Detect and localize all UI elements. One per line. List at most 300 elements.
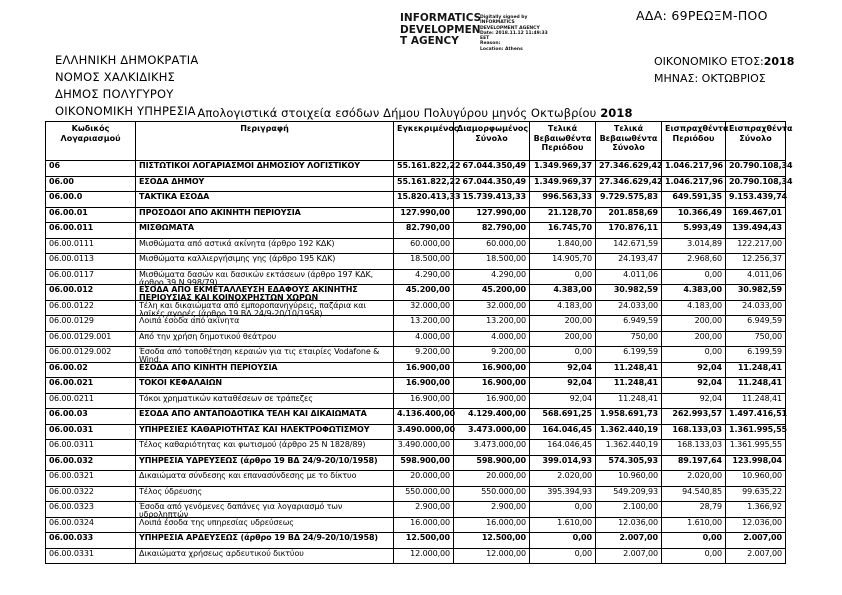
- amount-cell: [726, 316, 786, 332]
- description-cell: [136, 331, 394, 347]
- cell-text: 06.00.012: [49, 285, 94, 294]
- cell-text: 16.900,00: [410, 393, 450, 403]
- amount-cell: [726, 176, 793, 192]
- amount-cell: [530, 176, 596, 192]
- cell-text: 27.346.629,42: [599, 161, 663, 170]
- amount-cell: [454, 269, 530, 285]
- cell-text: ΠΡΟΣΟΔΟΙ ΑΠΟ ΑΚΙΝΗΤΗ ΠΕΡΙΟΥΣΙΑ: [139, 207, 301, 217]
- header-row: [46, 122, 786, 161]
- cell-text: 1.349.969,37: [533, 176, 592, 186]
- fiscal-year-value: 2018: [763, 55, 795, 68]
- cell-text: 3.490.000,00: [397, 440, 450, 449]
- cell-text: 4.129.400,00: [467, 409, 526, 418]
- amount-cell: [596, 440, 662, 456]
- amount-cell: [530, 347, 596, 363]
- cell-text: ΕΣΟΔΑ ΑΠΟ ΚΙΝΗΤΗ ΠΕΡΙΟΥΣΙΑ: [139, 362, 278, 372]
- cell-text: 9.200,00: [491, 347, 526, 356]
- cell-text: ΥΠΗΡΕΣΙΑ ΑΡΔΕΥΣΕΩΣ (άρθρο 19 ΒΔ 24/9-20/10/1958): [139, 533, 378, 542]
- table-row: [46, 161, 786, 177]
- amount-cell: [662, 238, 726, 254]
- amount-cell: [530, 269, 596, 285]
- amount-cell: [662, 331, 726, 347]
- cell-text: 16.900,00: [405, 378, 450, 387]
- cell-text: Μισθώματα καλλιεργήσιμης γης (άρθρο 195 ΚΔΚ): [139, 254, 336, 263]
- account-code-cell: [46, 378, 136, 394]
- amount-cell: [530, 285, 596, 301]
- cell-text: 60.000,00: [486, 238, 526, 248]
- amount-cell: [394, 471, 454, 487]
- amount-cell: [596, 269, 662, 285]
- amount-cell: [596, 347, 662, 363]
- cell-text: 0,00: [572, 533, 592, 542]
- cell-text: 12.500,00: [481, 533, 526, 542]
- cell-text: 14.905,70: [552, 254, 592, 263]
- cell-text: 92,04: [569, 393, 592, 403]
- description-cell: [136, 176, 394, 192]
- cell-text: 168.133,03: [677, 440, 722, 449]
- cell-text: 45.200,00: [481, 285, 526, 294]
- cell-text: 06.00.0122: [49, 300, 94, 310]
- cell-text: 06: [49, 161, 60, 170]
- cell-text: 1.361.995,55: [729, 424, 788, 434]
- stamp-small-line: Reason:: [480, 41, 501, 47]
- cell-text: 122.217,00: [737, 238, 782, 248]
- amount-cell: [662, 378, 726, 394]
- amount-cell: [454, 285, 530, 301]
- org-line-country: ΕΛΛΗΝΙΚΗ ΔΗΜΟΚΡΑΤΙΑ: [55, 53, 199, 67]
- digital-signature-stamp: [400, 13, 480, 48]
- amount-cell: [530, 316, 596, 332]
- cell-text: 4.000,00: [491, 331, 526, 341]
- org-line-prefecture: ΝΟΜΟΣ ΧΑΛΚΙΔΙΚΗΣ: [55, 70, 176, 84]
- account-code-cell: [46, 269, 136, 285]
- cell-text: 06.00.031: [49, 424, 94, 434]
- account-code-cell: [46, 254, 136, 270]
- account-code-cell: [46, 362, 136, 378]
- cell-text: 16.900,00: [405, 362, 450, 372]
- cell-text: 9.200,00: [415, 347, 450, 356]
- table-row: [46, 300, 786, 316]
- amount-cell: [530, 455, 596, 471]
- amount-cell: [726, 285, 786, 301]
- cell-text: 1.046.217,96: [665, 161, 724, 170]
- stamp-small-line: DEVELOPMENT AGENCY: [480, 25, 540, 31]
- cell-text: 11.248,41: [613, 362, 658, 372]
- cell-text: 598.900,00: [400, 455, 450, 465]
- cell-text: Τέλη και δικαιώματα από εμποροπανηγύρεις, παζάρια και λαϊκές αγορές (άρθρο 19 ΒΔ 24/9-20/10/1958): [139, 300, 367, 318]
- cell-text: 82.790,00: [481, 223, 526, 232]
- table-row: [46, 517, 786, 533]
- cell-text: 12.500,00: [405, 533, 450, 542]
- cell-text: 2.007,00: [619, 533, 658, 542]
- table-row: [46, 207, 786, 223]
- cell-text: 45.200,00: [405, 285, 450, 294]
- cell-text: 27.346.629,42: [599, 176, 663, 186]
- description-cell: [136, 440, 394, 456]
- cell-text: 10.960,00: [742, 471, 782, 480]
- cell-text: 201.858,69: [608, 207, 658, 217]
- amount-cell: [662, 548, 726, 564]
- account-code-cell: [46, 223, 136, 239]
- column-header: Τελικά Βεβαιωθέντα Σύνολο: [596, 122, 662, 161]
- fiscal-year-line: [654, 53, 794, 70]
- amount-cell: [662, 486, 726, 502]
- table-row: [46, 285, 786, 301]
- ada-code: ΑΔΑ: 69ΡΕΩΞΜ-ΠΟΟ: [636, 8, 768, 23]
- cell-text: 21.128,70: [547, 207, 592, 217]
- cell-text: 11.248,41: [613, 378, 658, 387]
- account-code-cell: [46, 393, 136, 409]
- amount-cell: [530, 254, 596, 270]
- amount-cell: [454, 192, 530, 208]
- cell-text: 06.00.021: [49, 378, 94, 387]
- account-code-cell: [46, 533, 136, 549]
- amount-cell: [726, 486, 786, 502]
- cell-text: 94.540,85: [682, 486, 722, 496]
- amount-cell: [454, 409, 530, 425]
- cell-text: 11.248,41: [737, 362, 782, 372]
- page-title: [45, 106, 785, 120]
- page-title-text: Απολογιστικά στοιχεία εσόδων Δήμου Πολυγύρου μηνός Οκτωβρίου: [197, 106, 601, 120]
- amount-cell: [662, 192, 726, 208]
- amount-cell: [726, 455, 786, 471]
- amount-cell: [530, 378, 596, 394]
- amount-cell: [394, 269, 454, 285]
- amount-cell: [394, 238, 454, 254]
- description-cell: [136, 393, 394, 409]
- stamp-small-line: INFORMATICS: [480, 20, 515, 26]
- cell-text: 06.00.01: [49, 207, 88, 217]
- cell-text: 200,00: [564, 316, 592, 325]
- amount-cell: [726, 300, 786, 316]
- account-code-cell: [46, 486, 136, 502]
- account-code-cell: [46, 192, 136, 208]
- cell-text: 164.046,45: [542, 424, 592, 434]
- cell-text: Δικαιώματα χρήσεως αρδευτικού δικτύου: [139, 548, 304, 558]
- cell-text: ΜΙΣΘΩΜΑΤΑ: [139, 223, 194, 232]
- cell-text: ΥΠΗΡΕΣΙΑ ΥΔΡΕΥΣΕΩΣ (άρθρο 19 ΒΔ 24/9-20/10/1958): [139, 455, 378, 465]
- amount-cell: [454, 502, 530, 518]
- amount-cell: [726, 502, 786, 518]
- amount-cell: [596, 533, 662, 549]
- amount-cell: [662, 316, 726, 332]
- amount-cell: [726, 533, 786, 549]
- cell-text: 1.046.217,96: [665, 176, 724, 186]
- cell-text: 06.00.0331: [49, 548, 94, 558]
- stamp-small-line: Location: Athens: [480, 46, 523, 52]
- cell-text: 12.000,00: [410, 548, 450, 558]
- cell-text: 123.998,04: [732, 455, 782, 465]
- cell-text: 06.00.03: [49, 409, 88, 418]
- cell-text: 1.366,92: [747, 502, 782, 511]
- account-code-cell: [46, 207, 136, 223]
- cell-text: 127.990,00: [476, 207, 526, 217]
- cell-text: 12.036,00: [742, 517, 782, 527]
- column-header: Εισπραχθέντα Περιόδου: [662, 122, 726, 161]
- amount-cell: [662, 223, 726, 239]
- cell-text: 89.197,64: [677, 455, 722, 465]
- cell-text: 1.361.995,55: [729, 440, 782, 449]
- cell-text: 06.00.0311: [49, 440, 94, 449]
- cell-text: 24.193,47: [618, 254, 658, 263]
- amount-cell: [662, 424, 726, 440]
- amount-cell: [394, 440, 454, 456]
- cell-text: Τέλος ύδρευσης: [139, 486, 203, 496]
- amount-cell: [394, 362, 454, 378]
- stamp-small-line: Date: 2018.11.12 11:49:33: [480, 30, 548, 36]
- cell-text: 30.982,59: [613, 285, 658, 294]
- cell-text: 06.00.0129.001: [49, 331, 112, 341]
- stamp-big-line: INFORMATICS: [400, 12, 482, 24]
- amount-cell: [662, 502, 726, 518]
- cell-text: 3.014,89: [687, 238, 722, 248]
- amount-cell: [530, 223, 596, 239]
- cell-text: 20.000,00: [410, 471, 450, 480]
- amount-cell: [726, 347, 786, 363]
- cell-text: Μισθώματα από αστικά ακίνητα (άρθρο 192 ΚΔΚ): [139, 238, 335, 248]
- table-row: [46, 533, 786, 549]
- amount-cell: [530, 502, 596, 518]
- cell-text: 6.199,59: [747, 347, 782, 356]
- amount-cell: [662, 176, 726, 192]
- amount-cell: [394, 424, 454, 440]
- amount-cell: [726, 192, 786, 208]
- cell-text: 395.394,93: [547, 486, 592, 496]
- table-row: [46, 378, 786, 394]
- page-title-year: 2018: [600, 106, 633, 120]
- cell-text: 11.248,41: [618, 393, 658, 403]
- amount-cell: [530, 300, 596, 316]
- amount-cell: [726, 393, 786, 409]
- cell-text: 3.490.000,00: [397, 424, 456, 434]
- table-row: [46, 192, 786, 208]
- amount-cell: [726, 269, 786, 285]
- amount-cell: [726, 409, 786, 425]
- cell-text: 2.007,00: [747, 548, 782, 558]
- amount-cell: [454, 347, 530, 363]
- amount-cell: [726, 161, 793, 177]
- account-code-cell: [46, 471, 136, 487]
- cell-text: 18.500,00: [410, 254, 450, 263]
- cell-text: Τόκοι χρηματικών καταθέσεων σε τράπεζες: [139, 393, 313, 403]
- amount-cell: [454, 486, 530, 502]
- cell-text: 92,04: [567, 378, 592, 387]
- amount-cell: [726, 548, 786, 564]
- digital-signature-details: [480, 15, 548, 52]
- amount-cell: [596, 331, 662, 347]
- cell-text: 06.00.0117: [49, 269, 94, 279]
- amount-cell: [530, 471, 596, 487]
- cell-text: 16.745,70: [547, 223, 592, 232]
- cell-text: 16.900,00: [481, 378, 526, 387]
- amount-cell: [596, 362, 662, 378]
- amount-cell: [662, 285, 726, 301]
- amount-cell: [596, 238, 662, 254]
- table-row: [46, 424, 786, 440]
- amount-cell: [394, 533, 454, 549]
- revenue-table: [45, 121, 793, 564]
- cell-text: 6.199,59: [623, 347, 658, 356]
- amount-cell: [530, 424, 596, 440]
- cell-text: 30.982,59: [737, 285, 782, 294]
- cell-text: 169.467,01: [732, 207, 782, 217]
- cell-text: 200,00: [694, 316, 722, 325]
- cell-text: 92,04: [697, 378, 722, 387]
- description-cell: [136, 378, 394, 394]
- amount-cell: [662, 269, 726, 285]
- cell-text: 4.183,00: [557, 300, 592, 310]
- amount-cell: [394, 409, 454, 425]
- amount-cell: [596, 517, 662, 533]
- cell-text: 99.635,22: [742, 486, 782, 496]
- amount-cell: [454, 393, 530, 409]
- amount-cell: [596, 409, 662, 425]
- cell-text: 32.000,00: [486, 300, 526, 310]
- cell-text: 11.248,41: [742, 393, 782, 403]
- amount-cell: [454, 331, 530, 347]
- cell-text: 4.383,00: [553, 285, 592, 294]
- account-code-cell: [46, 424, 136, 440]
- table-row: [46, 548, 786, 564]
- amount-cell: [662, 362, 726, 378]
- account-code-cell: [46, 316, 136, 332]
- cell-text: Έσοδα από γενόμενες δαπάνες για λογαριασμό των υδροληπτών: [139, 502, 343, 519]
- cell-text: 10.366,49: [677, 207, 722, 217]
- amount-cell: [726, 471, 786, 487]
- account-code-cell: [46, 517, 136, 533]
- cell-text: Έσοδα από τοποθέτηση κεραιών για τις εταιρίες Vodafone & Wind.: [139, 347, 380, 364]
- column-header: Εισπραχθέντα Σύνολο: [726, 122, 786, 161]
- amount-cell: [394, 331, 454, 347]
- amount-cell: [454, 300, 530, 316]
- org-line-municipality: ΔΗΜΟΣ ΠΟΛΥΓΥΡΟΥ: [55, 87, 174, 101]
- amount-cell: [454, 316, 530, 332]
- description-cell: [136, 285, 394, 301]
- revenue-table-body: [46, 161, 793, 564]
- cell-text: 750,00: [754, 331, 782, 341]
- description-cell: [136, 316, 394, 332]
- cell-text: ΤΟΚΟΙ ΚΕΦΑΛΑΙΩΝ: [139, 378, 223, 387]
- cell-text: 4.290,00: [415, 269, 450, 279]
- amount-cell: [726, 238, 786, 254]
- cell-text: 06.00.011: [49, 223, 94, 232]
- amount-cell: [662, 347, 726, 363]
- cell-text: 996.563,33: [542, 192, 592, 201]
- amount-cell: [394, 161, 461, 177]
- amount-cell: [662, 455, 726, 471]
- account-code-cell: [46, 285, 136, 301]
- cell-text: 55.161.822,22: [397, 161, 461, 170]
- cell-text: 6.949,59: [623, 316, 658, 325]
- amount-cell: [530, 238, 596, 254]
- description-cell: [136, 238, 394, 254]
- cell-text: 06.00.0113: [49, 254, 94, 263]
- cell-text: 0,00: [574, 548, 592, 558]
- cell-text: ΕΣΟΔΑ ΑΠΟ ΕΚΜΕΤΑΛΛΕΥΣΗ ΕΔΑΦΟΥΣ ΑΚΙΝΗΤΗΣ ΠΕΡΙΟΥΣΙΑΣ ΚΑΙ ΚΟΙΝΟΧΡΗΣΤΩΝ ΧΩΡΩΝ: [139, 285, 358, 302]
- amount-cell: [454, 176, 530, 192]
- cell-text: 168.133,03: [672, 424, 722, 434]
- cell-text: 13.200,00: [410, 316, 450, 325]
- cell-text: 0,00: [574, 269, 592, 279]
- cell-text: 1.362.440,19: [599, 424, 658, 434]
- amount-cell: [662, 393, 726, 409]
- description-cell: [136, 223, 394, 239]
- cell-text: 164.046,45: [547, 440, 592, 449]
- table-row: [46, 440, 786, 456]
- cell-text: 3.473.000,00: [467, 424, 526, 434]
- amount-cell: [596, 176, 662, 192]
- description-cell: [136, 424, 394, 440]
- cell-text: Τέλος καθαριότητας και φωτισμού (άρθρο 25 Ν 1828/89): [139, 440, 366, 449]
- account-code-cell: [46, 347, 136, 363]
- cell-text: 06.00.0111: [49, 238, 94, 248]
- amount-cell: [662, 300, 726, 316]
- amount-cell: [454, 238, 530, 254]
- table-row: [46, 176, 786, 192]
- cell-text: 06.00.0129.002: [49, 347, 112, 356]
- cell-text: ΤΑΚΤΙΚΑ ΕΣΟΔΑ: [139, 192, 210, 201]
- cell-text: 32.000,00: [410, 300, 450, 310]
- cell-text: Λοιπά έσοδα της υπηρεσίας υδρεύσεως: [139, 517, 294, 527]
- cell-text: 4.011,06: [623, 269, 658, 279]
- cell-text: 1.362.440,19: [605, 440, 658, 449]
- description-cell: [136, 362, 394, 378]
- amount-cell: [596, 285, 662, 301]
- amount-cell: [394, 517, 454, 533]
- amount-cell: [726, 378, 786, 394]
- amount-cell: [596, 207, 662, 223]
- cell-text: 2.968,60: [687, 254, 722, 263]
- amount-cell: [394, 548, 454, 564]
- cell-text: 750,00: [630, 331, 658, 341]
- cell-text: 06.00.0321: [49, 471, 94, 480]
- description-cell: [136, 486, 394, 502]
- cell-text: 06.00.032: [49, 455, 94, 465]
- cell-text: 574.305,93: [608, 455, 658, 465]
- cell-text: 4.383,00: [683, 285, 722, 294]
- amount-cell: [530, 440, 596, 456]
- amount-cell: [596, 455, 662, 471]
- account-code-cell: [46, 300, 136, 316]
- cell-text: 16.900,00: [481, 362, 526, 372]
- cell-text: 82.790,00: [405, 223, 450, 232]
- cell-text: 200,00: [564, 331, 592, 341]
- cell-text: Δικαιώματα σύνδεσης και επανασύνδεσης με το δίκτυο: [139, 471, 357, 480]
- cell-text: Μισθώματα δασών και δασικών εκτάσεων (άρθρο 197 ΚΔΚ, άρθρο 39 Ν 998/79): [139, 269, 374, 287]
- amount-cell: [530, 393, 596, 409]
- cell-text: 06.00: [49, 176, 74, 186]
- table-row: [46, 269, 786, 285]
- cell-text: 0,00: [704, 548, 722, 558]
- amount-cell: [394, 176, 461, 192]
- amount-cell: [662, 440, 726, 456]
- cell-text: 0,00: [574, 347, 592, 356]
- amount-cell: [454, 440, 530, 456]
- account-code-cell: [46, 176, 136, 192]
- cell-text: 0,00: [704, 269, 722, 279]
- cell-text: 4.183,00: [687, 300, 722, 310]
- cell-text: 92,04: [567, 362, 592, 372]
- amount-cell: [530, 517, 596, 533]
- cell-text: 550.000,00: [481, 486, 526, 496]
- amount-cell: [726, 331, 786, 347]
- cell-text: Από την χρήση δημοτικού θεάτρου: [139, 331, 277, 341]
- amount-cell: [454, 455, 530, 471]
- amount-cell: [530, 207, 596, 223]
- cell-text: 16.000,00: [486, 517, 526, 527]
- amount-cell: [394, 347, 454, 363]
- amount-cell: [394, 486, 454, 502]
